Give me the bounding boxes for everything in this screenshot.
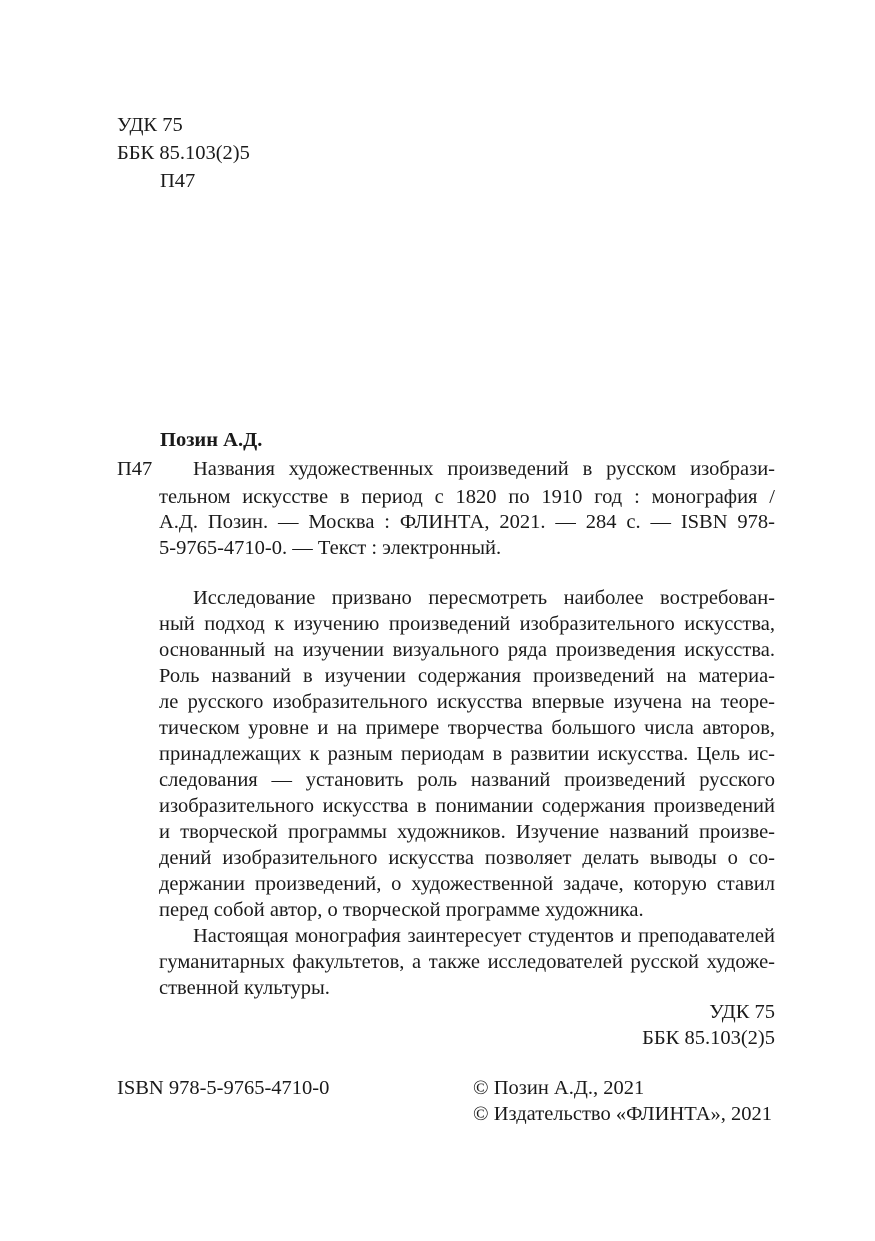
catalog-line: Названия художественных произведений в русском изобрази- [193,458,775,480]
abstract-line: Роль названий в изучении содержания произведений на материа- [159,665,775,687]
abstract-line: и творческой программы художников. Изучение названий произве- [159,821,775,843]
abstract-line: держании произведений, о художественной задаче, которую ставил [159,873,775,895]
bbk-code: ББК 85.103(2)5 [117,142,250,164]
abstract-line: Настоящая монография заинтересует студентов и преподавателей [193,925,775,947]
catalog-author: Позин А.Д. [160,429,263,451]
catalog-line: тельном искусстве в период с 1820 по 1910 год : монография / [159,486,775,508]
copyright-author: © Позин А.Д., 2021 [473,1077,645,1099]
abstract-line: следования — установить роль названий произведений русского [159,769,775,791]
abstract-line: принадлежащих к разным периодам в развитии искусства. Цель ис- [159,743,775,765]
abstract-line: дений изобразительного искусства позволяет делать выводы о со- [159,847,775,869]
catalog-line: А.Д. Позин. — Москва : ФЛИНТА, 2021. — 284 с. — ISBN 978- [159,511,775,533]
abstract-line: изобразительного искусства в понимании содержания произведений [159,795,775,817]
author-mark: П47 [160,170,196,192]
abstract-line: ный подход к изучению произведений изобразительного искусства, [159,613,775,635]
abstract-line: ле русского изобразительного искусства впервые изучена на теоре- [159,691,775,713]
abstract-line: перед собой автор, о творческой программе художника. [159,899,644,921]
udk-code: УДК 75 [117,114,183,136]
abstract-line: Исследование призвано пересмотреть наиболее востребован- [193,587,775,609]
abstract-line: ственной культуры. [159,977,330,999]
abstract-line: гуманитарных факультетов, а также исследователей русской художе- [159,951,775,973]
footer-bbk-code: ББК 85.103(2)5 [642,1027,775,1049]
copyright-publisher: © Издательство «ФЛИНТА», 2021 [473,1103,773,1125]
abstract-line: тическом уровне и на примере творчества большого числа авторов, [159,717,775,739]
catalog-line: 5-9765-4710-0. — Текст : электронный. [159,537,502,559]
abstract-line: основанный на изучении визуального ряда произведения искусства. [159,639,775,661]
isbn: ISBN 978-5-9765-4710-0 [117,1077,330,1099]
catalog-code: П47 [117,458,153,480]
footer-udk-code: УДК 75 [709,1001,775,1023]
